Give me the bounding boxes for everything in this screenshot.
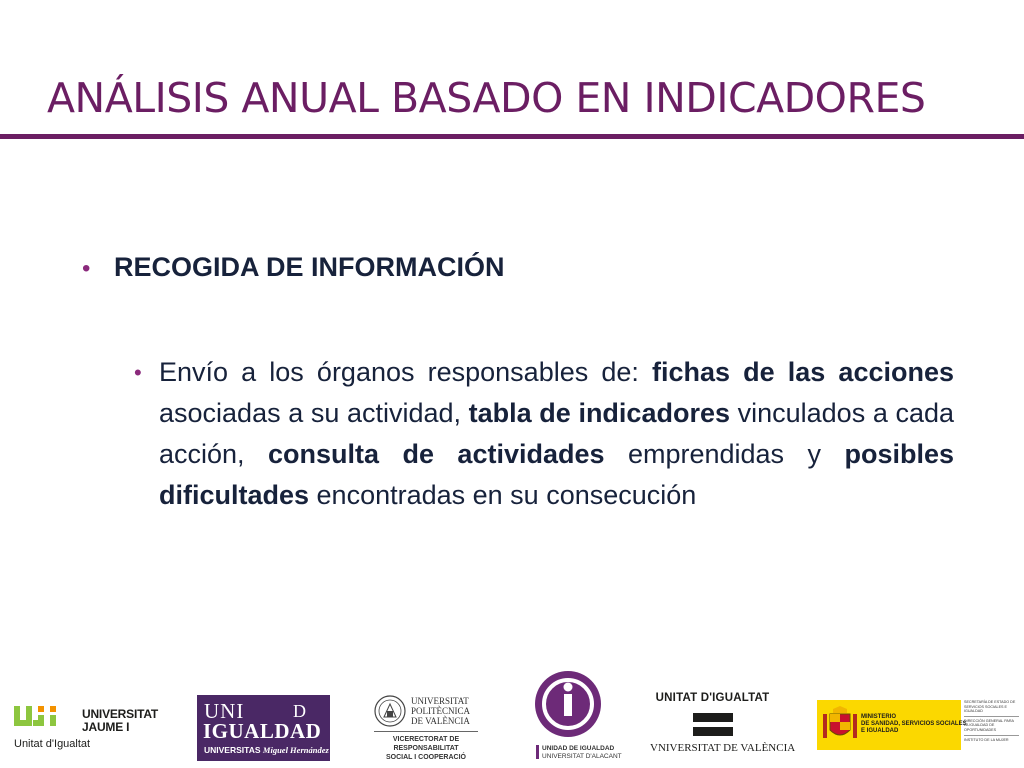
upv-seal-icon [374,695,406,727]
slide-title: ANÁLISIS ANUAL BASADO EN INDICADORES [47,74,926,122]
text-segment: vinculados a cada acción, [159,398,955,469]
ua-igualdad-logo [531,670,622,765]
uji-logo [10,704,180,754]
umh-d-text: D [293,701,306,721]
title-divider [0,134,1024,139]
uji-mark-icon [14,706,74,732]
equals-icon [693,713,733,722]
umh-subtitle: UNIVERSITAS Miguel Hernández [204,745,329,755]
umh-igualdad-text: IGUALDAD [203,719,322,743]
ministry-logo [817,700,1019,752]
text-segment-bold: tabla de indicadores [468,398,730,428]
bullet-dot-icon: • [134,360,142,385]
equals-icon [693,727,733,736]
bullet-level2 [134,352,954,516]
ministry-departments: SECRETARÍA DE ESTADO DE SERVICIOS SOCIALES E IGUALDAD DIRECCIÓN GENERAL PARA LA IGUALDAD DE OPORTUNIDADES INSTITUTO DE LA MUJER [964,700,1019,742]
text-segment: Envío a los órganos responsables de: [159,357,652,387]
text-segment: asociadas a su actividad, [159,398,469,428]
bullet-level1 [82,252,505,283]
text-segment-bold: posibles dificultades [159,439,954,510]
ua-accent-bar [536,745,539,759]
uji-name: UNIVERSITAT JAUME I [82,707,159,734]
uji-subtitle: Unitat d'Igualtat [14,738,91,750]
text-segment-bold: consulta de actividades [268,439,605,469]
text-segment: emprendidas y [604,439,845,469]
umh-uni-text: UNI [204,699,245,723]
upv-name: UNIVERSITAT POLITÈCNICA DE VALÈNCIA [411,696,470,726]
spain-crest-icon [821,706,859,744]
uv-subtitle: VNIVERSITAT DE VALÈNCIA [650,742,796,754]
bullet-dot-icon: • [82,255,91,282]
ua-emblem-icon [534,670,602,738]
upv-divider [374,731,478,732]
umh-igualdad-logo [197,695,330,761]
upv-logo [372,695,484,760]
ministry-name: MINISTERIO DE SANIDAD, SERVICIOS SOCIALES E IGUALDAD [861,714,967,734]
uv-title: UNITAT D'IGUALTAT [655,692,770,704]
upv-subtitle: VICERECTORAT DE RESPONSABILITAT SOCIAL I COOPERACIÓ [386,736,466,761]
text-segment-bold: fichas de las acciones [652,357,954,387]
bullet-level1-text: RECOGIDA DE INFORMACIÓN [114,252,505,282]
bullet-level2-body [159,352,954,516]
ua-label: UNIDAD DE IGUALDAD UNIVERSITAT D'ALACANT [542,745,622,760]
uv-igualtat-logo [650,690,796,756]
text-segment: encontradas en su consecución [309,480,697,510]
